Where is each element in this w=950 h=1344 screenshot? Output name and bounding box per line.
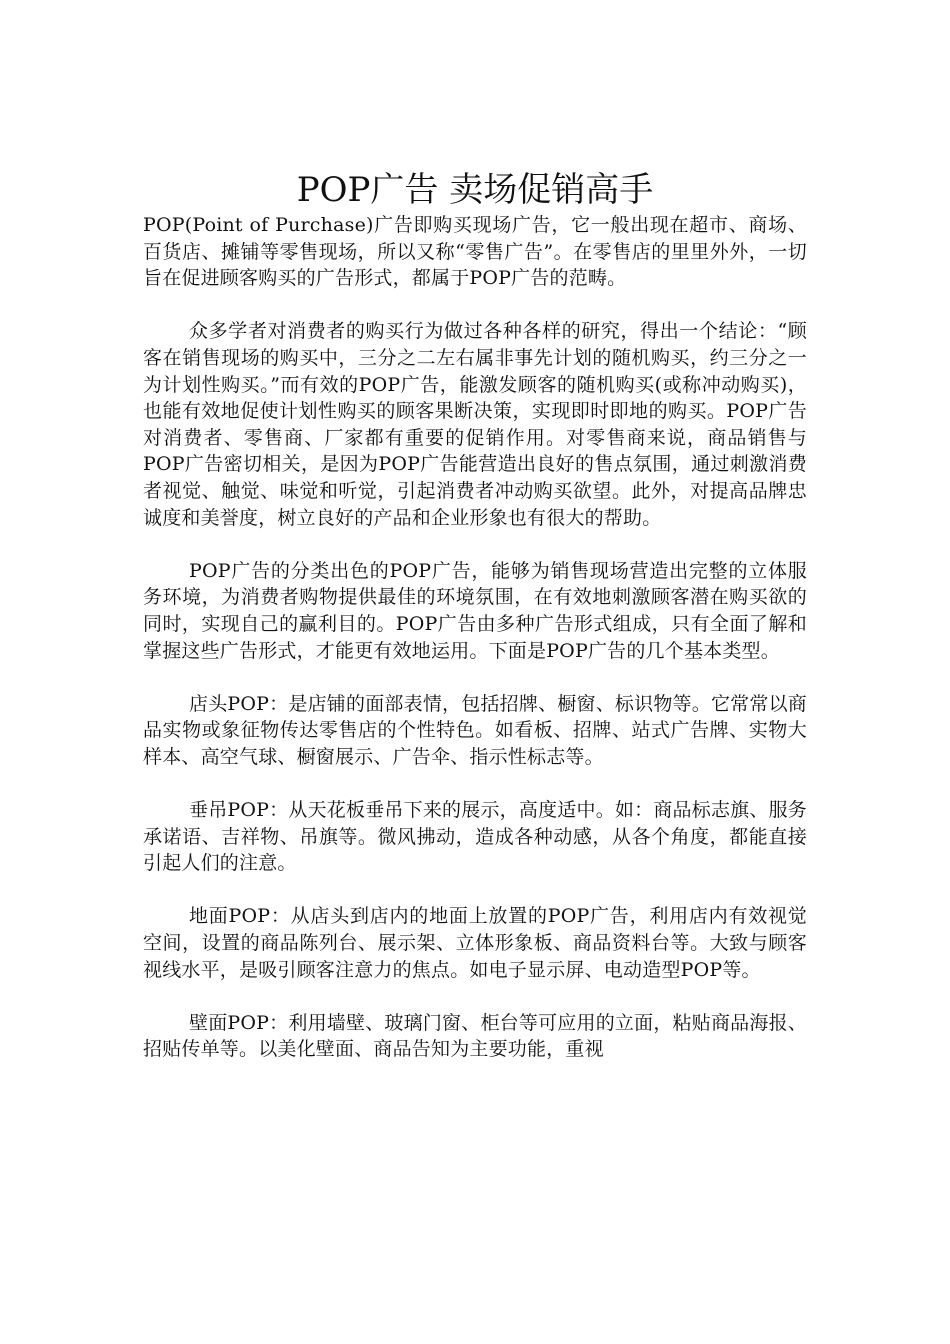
paragraph-storefront-pop: 店头POP：是店铺的面部表情，包括招牌、橱窗、标识物等。它常常以商品实物或象征物传达零售店的个性特色。如看板、招牌、站式广告牌、实物大样本、高空气球、橱窗展示、广告伞、指示性标志等。 bbox=[143, 692, 807, 768]
paragraph-classification: POP广告的分类出色的POP广告，能够为销售现场营造出完整的立体服务环境，为消费者购物提供最佳的环境氛围，在有效地刺激顾客潜在购买欲的同时，实现自己的赢利目的。POP广告由多种广告形式组成，只有全面了解和掌握这些广告形式，才能更有效地运用。下面是POP广告的几个基本类型。 bbox=[143, 559, 807, 662]
document-body bbox=[143, 212, 807, 1090]
paragraph-wall-pop: 壁面POP：利用墙壁、玻璃门窗、柜台等可应用的立面，粘贴商品海报、招贴传单等。以美化壁面、商品告知为主要功能，重视 bbox=[143, 1011, 807, 1061]
paragraph-floor-pop: 地面POP：从店头到店内的地面上放置的POP广告，利用店内有效视觉空间，设置的商品陈列台、展示架、立体形象板、商品资料台等。大致与顾客视线水平，是吸引顾客注意力的焦点。如电子显示屏、电动造型POP等。 bbox=[143, 905, 807, 981]
document-title: POP广告 卖场促销高手 bbox=[296, 170, 654, 210]
paragraph-intro: POP(Point of Purchase)广告即购买现场广告，它一般出现在超市、商场、百货店、摊铺等零售现场，所以又称“零售广告”。在零售店的里里外外，一切旨在促进顾客购买的广告形式，都属于POP广告的范畴。 bbox=[143, 214, 807, 290]
paragraph-hanging-pop: 垂吊POP：从天花板垂吊下来的展示，高度适中。如：商品标志旗、服务承诺语、吉祥物、吊旗等。微风拂动，造成各种动感，从各个角度，都能直接引起人们的注意。 bbox=[143, 799, 807, 875]
paragraph-research: 众多学者对消费者的购买行为做过各种各样的研究，得出一个结论：“顾客在销售现场的购买中，三分之二左右属非事先计划的随机购买，约三分之一为计划性购买。”而有效的POP广告，能激发顾客的随机购买(或称冲动购买)，也能有效地促使计划性购买的顾客果断决策，实现即时即地的购买。POP广告对消费者、零售商、厂家都有重要的促销作用。对零售商来说，商品销售与POP广告密切相关，是因为POP广告能营造出良好的售点氛围，通过刺激消费者视觉、触觉、味觉和听觉，引起消费者冲动购买欲望。此外，对提高品牌忠诚度和美誉度，树立良好的产品和企业形象也有很大的帮助。 bbox=[143, 320, 807, 529]
